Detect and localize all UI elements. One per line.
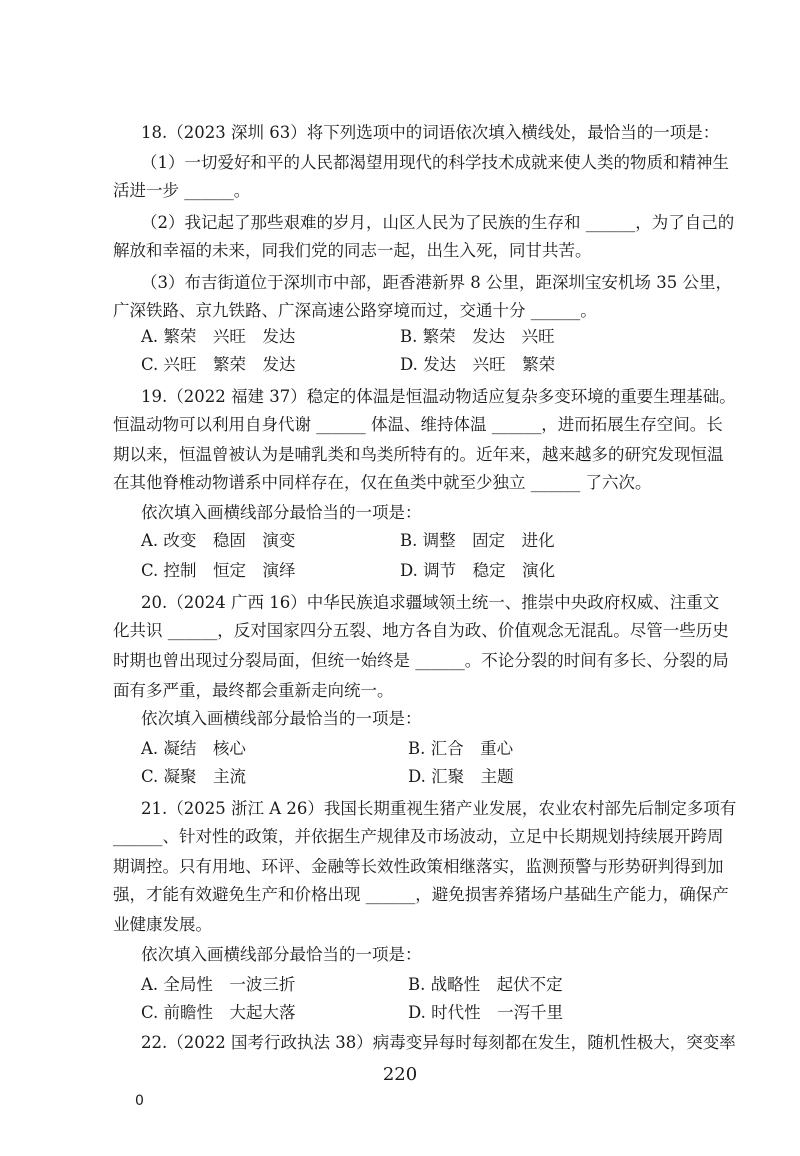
q20-stem-line-3: 时期也曾出现过分裂局面，但统一始终是 ______。不论分裂的时间有多长、分裂的局 bbox=[113, 651, 729, 670]
q20-instruction: 依次填入画横线部分最恰当的一项是： bbox=[141, 709, 422, 728]
q20-option-d: D. 汇聚 主题 bbox=[408, 767, 514, 786]
q18-stem-line-7: 广深铁路、京九铁路、广深高速公路穿境而过，交通十分 ______。 bbox=[113, 301, 597, 320]
q21-option-a: A. 全局性 一波三折 bbox=[141, 975, 296, 994]
q21-stem-line-2: ______、针对性的政策，并依据生产规律及市场波动，立足中长期规划持续展开跨周 bbox=[113, 827, 724, 846]
q19-stem-line-1: 19.（2022 福建 37）稳定的体温是恒温动物适应复杂多变环境的重要生理基础。 bbox=[141, 387, 736, 406]
q18-option-b: B. 繁荣 发达 兴旺 bbox=[400, 327, 555, 346]
q19-option-c: C. 控制 恒定 演绎 bbox=[141, 561, 296, 580]
q20-option-a: A. 凝结 核心 bbox=[141, 739, 246, 758]
q20-option-b: B. 汇合 重心 bbox=[408, 739, 514, 758]
corner-mark: 0 bbox=[135, 1093, 144, 1109]
q18-stem-line-6: （3）布吉街道位于深圳市中部，距香港新界 8 公里，距深圳宝安机场 35 公里， bbox=[141, 273, 732, 292]
q21-stem-line-1: 21.（2025 浙江 A 26）我国长期重视生猪产业发展，农业农村部先后制定多项有 bbox=[141, 799, 737, 818]
q21-option-b: B. 战略性 起伏不定 bbox=[408, 975, 563, 994]
q18-stem-line-5: 解放和幸福的未来，同我们党的同志一起，出生入死，同甘共苦。 bbox=[113, 241, 592, 260]
q22-stem-line-1: 22.（2022 国考行政执法 38）病毒变异每时每刻都在发生，随机性极大，突变率 bbox=[141, 1033, 736, 1052]
q18-stem-line-3: 活进一步 ______。 bbox=[113, 181, 251, 200]
q18-option-c: C. 兴旺 繁荣 发达 bbox=[141, 355, 296, 374]
q21-stem-line-4: 强，才能有效避免生产和价格出现 ______，避免损害养猪场户基础生产能力，确保产 bbox=[113, 885, 729, 904]
q20-option-c: C. 凝聚 主流 bbox=[141, 767, 247, 786]
q18-stem-line-2: （1）一切爱好和平的人民都渴望用现代的科学技术成就来使人类的物质和精神生 bbox=[141, 153, 729, 172]
q21-option-d: D. 时代性 一泻千里 bbox=[408, 1003, 564, 1022]
q20-stem-line-2: 化共识 ______，反对国家四分五裂、地方各自为政、价值观念无混乱。尽管一些历史 bbox=[113, 621, 729, 640]
q18-option-a: A. 繁荣 兴旺 发达 bbox=[141, 327, 296, 346]
q19-stem-line-2: 恒温动物可以利用自身代谢 ______ 体温、维持体温 ______，进而拓展生存空间。长 bbox=[113, 415, 723, 434]
q20-stem-line-4: 面有多严重，最终都会重新走向统一。 bbox=[113, 681, 394, 700]
q21-stem-line-5: 业健康发展。 bbox=[113, 915, 212, 934]
q21-option-c: C. 前瞻性 大起大落 bbox=[141, 1003, 296, 1022]
q21-instruction: 依次填入画横线部分最恰当的一项是： bbox=[141, 945, 422, 964]
q19-option-a: A. 改变 稳固 演变 bbox=[141, 531, 296, 550]
q19-stem-line-3: 期以来，恒温曾被认为是哺乳类和鸟类所特有的。近年来，越来越多的研究发现恒温 bbox=[113, 445, 724, 464]
q18-stem-line-4: （2）我记起了那些艰难的岁月，山区人民为了民族的生存和 ______，为了自己的 bbox=[141, 213, 735, 232]
q19-stem-line-4: 在其他脊椎动物谱系中同样存在，仅在鱼类中就至少独立 ______ 了六次。 bbox=[113, 473, 652, 492]
q19-option-b: B. 调整 固定 进化 bbox=[400, 531, 555, 550]
q18-option-d: D. 发达 兴旺 繁荣 bbox=[400, 355, 556, 374]
q21-stem-line-3: 期调控。只有用地、环评、金融等长效性政策相继落实，监测预警与形势研判得到加 bbox=[113, 857, 724, 876]
q19-instruction: 依次填入画横线部分最恰当的一项是： bbox=[141, 503, 422, 522]
q18-stem-line-1: 18.（2023 深圳 63）将下列选项中的词语依次填入横线处，最恰当的一项是： bbox=[141, 123, 720, 142]
q20-stem-line-1: 20.（2024 广西 16）中华民族追求疆域领土统一、推崇中央政府权威、注重文 bbox=[141, 593, 720, 612]
page-number: 220 bbox=[382, 1064, 418, 1085]
q19-option-d: D. 调节 稳定 演化 bbox=[400, 561, 556, 580]
